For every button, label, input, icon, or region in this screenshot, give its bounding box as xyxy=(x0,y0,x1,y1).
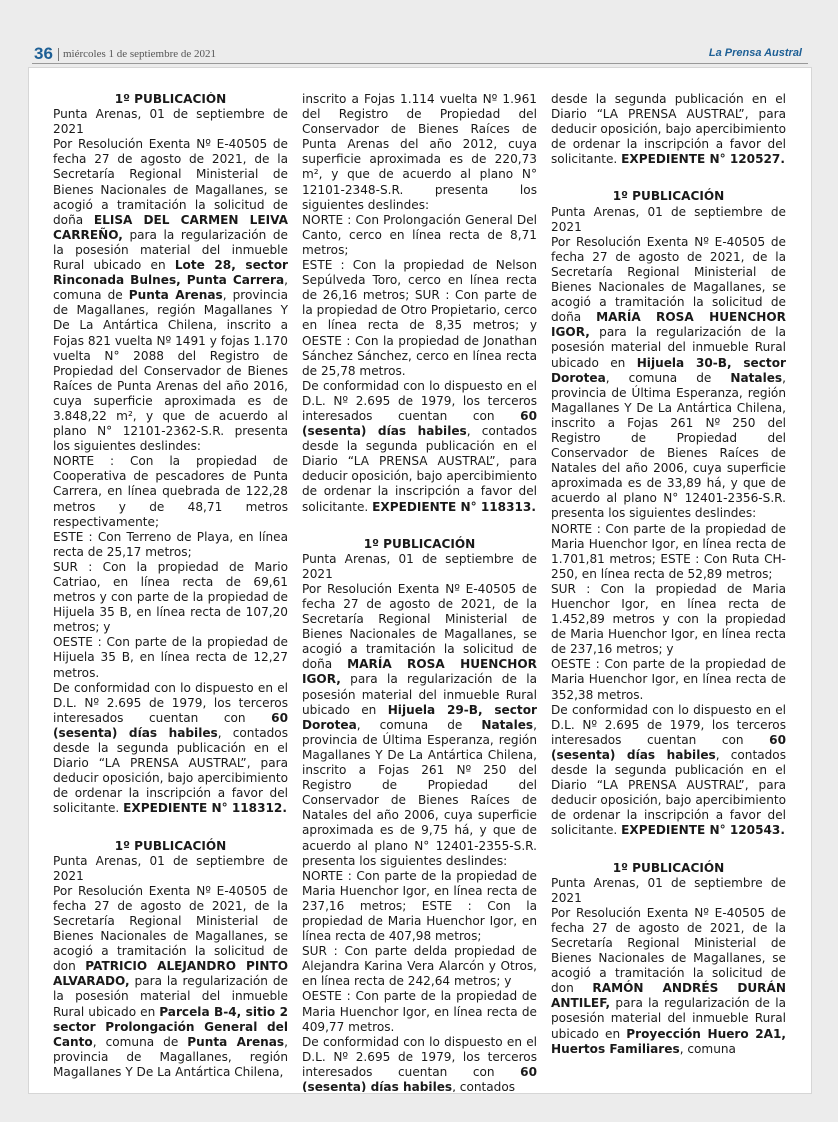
bold-text: EXPEDIENTE N° 120527. xyxy=(621,152,785,167)
notice-paragraph xyxy=(53,560,288,635)
text-run: , provincia de Magallanes, región Magallanes Y De La Antártica Chilena, xyxy=(53,1034,288,1079)
text-run: SUR : Con la propiedad de Mario Catriao, en línea recta de 69,61 metros y con parte de la propiedad de Hijuela 35 B, en línea recta de 107,20 metros; y xyxy=(53,559,288,635)
text-run: Punta Arenas, 01 de septiembre de 2021 xyxy=(53,107,288,137)
notice-title: 1º PUBLICACIÓN xyxy=(612,860,725,875)
notice-paragraph xyxy=(53,454,288,529)
notice-paragraph xyxy=(551,522,786,582)
column-2 xyxy=(302,92,537,1092)
notice-paragraph xyxy=(551,235,786,522)
bold-text: 60 (sesenta) días habiles xyxy=(53,710,288,740)
text-run: para la regularización de la posesión material del inmueble Rural ubicado en xyxy=(551,996,786,1041)
text-run: para la regularización de la posesión material del inmueble Rural ubicado en xyxy=(302,672,537,717)
page-header xyxy=(0,0,838,62)
notice-paragraph xyxy=(551,876,786,906)
bold-text: Natales xyxy=(481,717,534,732)
text-run: , provincia de Magallanes, región Magallanes Y De La Antártica Chilena, inscrito a Fojas 821 vuelta Nº 1491 y fojas 1.170 vuelta N° 2088 del Registro de Propiedad del Conservador de Bienes Raíces de Punta Arenas del año 2016, cuya superficie aproximada es de 3.848,22 m², y que de acuerdo al plano N° 12101-2362-S.R. presenta los siguientes deslindes: xyxy=(53,288,288,454)
text-run: , comuna de xyxy=(53,273,288,303)
notice-title: 1º PUBLICACIÓN xyxy=(363,536,476,551)
bold-text: Hijuela 29-B, sector Dorotea xyxy=(302,702,537,732)
legal-notice xyxy=(53,92,288,817)
notice-paragraph xyxy=(53,635,288,680)
text-run: OESTE : Con parte de la propiedad de Maria Huenchor Igor, en línea recta de 352,38 metros. xyxy=(551,657,786,702)
legal-notice xyxy=(551,861,786,1057)
legal-notice xyxy=(551,92,786,167)
newspaper-brand: La Prensa Austral xyxy=(708,47,802,59)
header-rule xyxy=(32,63,808,64)
notice-title: 1º PUBLICACIÓN xyxy=(114,838,227,853)
notice-paragraph xyxy=(302,989,537,1034)
legal-notice xyxy=(551,189,786,838)
text-run: , provincia de Última Esperanza, región Magallanes Y De La Antártica Chilena, inscrito a Fojas 261 Nº 250 del Registro de Propiedad del Conservador de Bienes Raíces de Natales del año 2006, cuya superficie aproximada es de 33,89 há, y que de acuerdo al plano N° 12401-2356-S.R. presenta los siguientes deslindes: xyxy=(551,370,786,521)
text-run: Por Resolución Exenta Nº E-40505 de fecha 27 de agosto de 2021, de la Secretaría Regional Ministerial de Bienes Nacionales de Magallanes, se acogió a tramitación la solicitud de doña xyxy=(302,581,537,672)
notice-paragraph xyxy=(53,137,288,454)
bold-text: Punta Arenas xyxy=(187,1034,285,1049)
notice-paragraph xyxy=(302,582,537,869)
bold-text: 60 (sesenta) días habiles xyxy=(551,732,786,762)
text-run: , provincia de Última Esperanza, región Magallanes Y De La Antártica Chilena, inscrito a Fojas 261 Nº 250 del Registro de Propiedad del Conservador de Bienes Raíces de Natales del año 2006, cuya superficie aproximada es de 9,75 há, y que de acuerdo al plano N° 12401-2355-S.R. presenta los siguientes deslindes: xyxy=(302,717,537,868)
text-run: ESTE : Con la propiedad de Nelson Sepúlveda Toro, cerco en línea recta de 26,16 metros; SUR : Con parte de la propiedad de Otro Propietario, cerco en línea recta de 8,35 metros; y OESTE : Con la propiedad de Jonathan Sánchez Sánchez, cerco en línea recta de 25,78 metros. xyxy=(302,258,537,378)
text-run: desde la segunda publicación en el Diario “LA PRENSA AUSTRAL”, para deducir oposición, bajo apercibimiento de ordenar la inscripción a favor del solicitante. xyxy=(551,92,786,167)
text-run: NORTE : Con parte de la propiedad de Maria Huenchor Igor, en línea recta de 1.701,81 metros; ESTE : Con Ruta CH- 250, en línea recta de 52,89 metros; xyxy=(551,521,786,581)
notices-page xyxy=(28,67,812,1094)
text-run: Por Resolución Exenta Nº E-40505 de fecha 27 de agosto de 2021, de la Secretaría Regional Ministerial de Bienes Nacionales de Magallanes, se acogió a tramitación la solicitud de don xyxy=(53,883,288,974)
notice-paragraph xyxy=(302,213,537,258)
notice-paragraph xyxy=(302,379,537,515)
publication-date: miércoles 1 de septiembre de 2021 xyxy=(63,48,217,60)
notice-paragraph xyxy=(53,884,288,1080)
column-3 xyxy=(551,92,786,1092)
text-run: Por Resolución Exenta Nº E-40505 de fecha 27 de agosto de 2021, de la Secretaría Regional Ministerial de Bienes Nacionales de Magallanes, se acogió a tramitación la solicitud de doña xyxy=(53,137,288,227)
bold-text: MARÍA ROSA HUENCHOR IGOR, xyxy=(551,310,786,340)
legal-notice xyxy=(302,537,537,1092)
text-run: , contados desde la segunda publicación en el Diario “LA PRENSA AUSTRAL”, para deducir oposición, bajo apercibimiento de ordenar la inscripción a favor del solicitante. xyxy=(53,725,288,816)
bold-text: Proyección Huero 2A1, Huertos Familiares xyxy=(551,1026,786,1056)
text-run: , contados desde la segunda publicación en el Diario “LA PRENSA AUSTRAL”, para deducir oposición, bajo apercibimiento de ordenar la inscripción a favor del solicitante. xyxy=(302,424,537,514)
bold-text: EXPEDIENTE N° 118313. xyxy=(372,499,536,514)
text-run: Punta Arenas, 01 de septiembre de 2021 xyxy=(551,204,786,234)
notice-paragraph xyxy=(551,582,786,657)
text-run: Punta Arenas, 01 de septiembre de 2021 xyxy=(302,551,537,581)
bold-text: Lote 28, sector Rinconada Bulnes, Punta Carrera xyxy=(53,258,288,288)
text-run: , contados desde la segunda publicación en el Diario “LA PRENSA AUSTRAL”, para deducir oposición, bajo apercibimiento de ordenar la inscripción a favor del solicitante. xyxy=(551,747,786,838)
notice-paragraph xyxy=(53,854,288,884)
notice-paragraph xyxy=(53,107,288,137)
text-run: De conformidad con lo dispuesto en el D.L. Nº 2.695 de 1979, los terceros interesados cuentan con xyxy=(53,680,288,725)
text-run: SUR : Con parte delda propiedad de Alejandra Karina Vera Alarcón y Otros, en línea recta de 242,64 metros; y xyxy=(302,944,537,989)
bold-text: EXPEDIENTE N° 118312. xyxy=(123,801,287,816)
legal-notice xyxy=(302,92,537,515)
bold-text: Natales xyxy=(730,370,783,385)
notice-paragraph xyxy=(302,258,537,379)
text-run: NORTE : Con parte de la propiedad de Maria Huenchor Igor, en línea recta de 237,16 metros; ESTE : Con la propiedad de Maria Huenchor Igor, en línea recta de 407,98 metros; xyxy=(302,868,537,944)
notice-paragraph xyxy=(551,205,786,235)
notice-paragraph xyxy=(302,552,537,582)
text-run: NORTE : Con Prolongación General Del Canto, cerco en línea recta de 8,71 metros; xyxy=(302,212,537,257)
text-run: ESTE : Con Terreno de Playa, en línea recta de 25,17 metros; xyxy=(53,529,288,559)
text-run: De conformidad con lo dispuesto en el D.L. Nº 2.695 de 1979, los terceros interesados cuentan con xyxy=(551,702,786,747)
bold-text: RAMÓN ANDRÉS DURÁN ANTILEF, xyxy=(551,981,786,1011)
text-run: SUR : Con la propiedad de Maria Huenchor Igor, en línea recta de 1.452,89 metros y con la propiedad de Maria Huenchor Igor, en línea recta de 237,16 metros; y xyxy=(551,581,786,657)
column-1 xyxy=(53,92,288,1092)
bold-text: Punta Arenas xyxy=(128,288,223,303)
bold-text: EXPEDIENTE N° 120543. xyxy=(621,823,785,838)
text-run: De conformidad con lo dispuesto en el D.L. Nº 2.695 de 1979, los terceros interesados cuentan con xyxy=(302,1034,537,1079)
notice-paragraph xyxy=(551,703,786,839)
text-run: , contados xyxy=(452,1080,516,1092)
legal-notice xyxy=(53,839,288,1081)
notice-paragraph xyxy=(551,657,786,702)
text-run: , comuna de xyxy=(605,370,731,385)
text-run: inscrito a Fojas 1.114 vuelta Nº 1.961 del Registro de Propiedad del Conservador de Bienes Raíces de Punta Arenas del año 2012, cuya superficie aproximada es de 220,73 m², y que de acuerdo al plano N° 12101-2348-S.R. presenta los siguientes deslindes: xyxy=(302,92,537,212)
text-run: , comuna xyxy=(679,1041,736,1056)
notice-paragraph xyxy=(302,92,537,213)
notice-paragraph xyxy=(551,906,786,1057)
bold-text: Hijuela 30-B, sector Dorotea xyxy=(551,355,786,385)
text-run: OESTE : Con parte de la propiedad de Hijuela 35 B, en línea recta de 12,27 metros. xyxy=(53,635,288,680)
text-run: , comuna de xyxy=(92,1034,188,1049)
text-run: De conformidad con lo dispuesto en el D.L. Nº 2.695 de 1979, los terceros interesados cuentan con xyxy=(302,378,537,423)
notice-paragraph xyxy=(551,92,786,167)
notice-title: 1º PUBLICACIÓN xyxy=(612,189,725,204)
bold-text: MARÍA ROSA HUENCHOR IGOR, xyxy=(302,657,537,687)
text-run: Por Resolución Exenta Nº E-40505 de fecha 27 de agosto de 2021, de la Secretaría Regional Ministerial de Bienes Nacionales de Magallanes, se acogió a tramitación la solicitud de don xyxy=(551,905,786,996)
text-run: Punta Arenas, 01 de septiembre de 2021 xyxy=(53,853,288,883)
text-run: Por Resolución Exenta Nº E-40505 de fecha 27 de agosto de 2021, de la Secretaría Regional Ministerial de Bienes Nacionales de Magallanes, se acogió a tramitación la solicitud de doña xyxy=(551,234,786,325)
bold-text: ELISA DEL CARMEN LEIVA CARREÑO, xyxy=(53,212,288,242)
text-run: Punta Arenas, 01 de septiembre de 2021 xyxy=(551,875,786,905)
bold-text: 60 (sesenta) días habiles xyxy=(302,408,537,439)
text-run: para la regularización de la posesión material del inmueble Rural ubicado en xyxy=(53,974,288,1019)
bold-text: PATRICIO ALEJANDRO PINTO ALVARADO, xyxy=(53,959,288,989)
header-divider xyxy=(58,48,59,61)
notice-paragraph xyxy=(302,944,537,989)
bold-text: 60 (sesenta) días habiles xyxy=(302,1064,537,1092)
bold-text: Parcela B-4, sitio 2 sector Prolongación General del Canto xyxy=(53,1004,288,1049)
notice-paragraph xyxy=(53,530,288,560)
notice-paragraph xyxy=(53,681,288,817)
notice-paragraph xyxy=(302,1035,537,1092)
page-number: 36 xyxy=(34,44,53,63)
text-run: para la regularización de la posesión material del inmueble Rural ubicado en xyxy=(551,325,786,370)
text-run: para la regularización de la posesión material del inmueble Rural ubicado en xyxy=(53,227,288,273)
notice-paragraph xyxy=(302,869,537,944)
notice-title: 1º PUBLICACIÓN xyxy=(114,92,227,106)
text-run: OESTE : Con parte de la propiedad de Maria Huenchor Igor, en línea recta de 409,77 metros. xyxy=(302,989,537,1034)
text-run: , comuna de xyxy=(356,717,482,732)
text-run: NORTE : Con la propiedad de Cooperativa de pescadores de Punta Carrera, en línea quebrada de 122,28 metros y de 48,71 metros respectivamente; xyxy=(53,454,288,529)
